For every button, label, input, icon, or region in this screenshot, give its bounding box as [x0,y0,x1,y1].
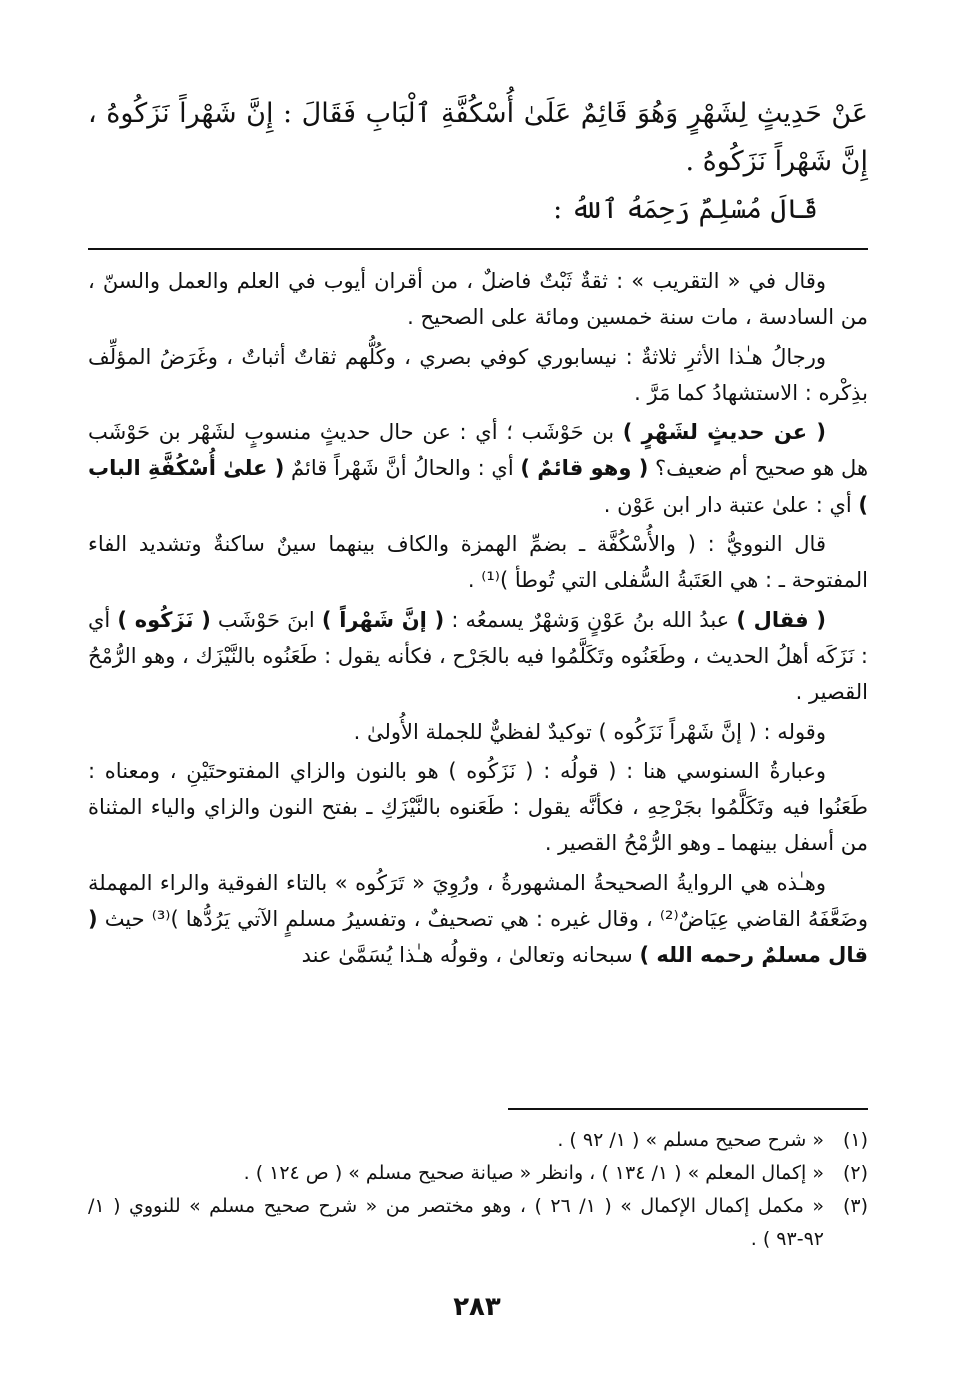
footnote [88,1190,868,1256]
quoted-phrase: ( إنَّ شَهْراً ) [321,607,445,632]
quoted-phrase: ( عن حديثٍ لشَهْرٍ ) [622,420,827,445]
footnote-divider [508,1108,868,1110]
page-number: ٢٨٣ [453,1292,501,1322]
section-divider [88,248,868,250]
commentary-paragraph: وقال في « التقريب » : ثقةٌ ثَبْتٌ فاضلٌ ، من أقران أيوب في العلم والعمل والسنّ ، من السادسة ، مات سنة خمسين ومائة على الصحيح . [88,269,868,330]
commentary-text: أي : والحالُ أنَّ شَهْراً قائمٌ [284,456,521,481]
footnote-number: (٣) [842,1195,868,1217]
footnote-text: « مكمل إكمال الإكمال » ( ١/ ٢٦ ) ، وهو مختصر من « شرح صحيح مسلم » للنووي ( ١/ ٩٢-٩٣ ) . [88,1195,825,1250]
footnotes [88,1124,868,1256]
commentary-paragraph: قال النوويُّ : ( والأُسْكُفَّة ـ بضمِّ الهمزة والكاف بينهما سينٌ ساكنةٌ وتشديد الفاء المفتوحة ـ : هي العَتَبةُ السُّفلى التي تُوطأ )⁽¹⁾ . [88,532,868,593]
hadith-line: قَالَ مُسْلِمٌ رَحِمَهُ ٱللهُ : [553,194,818,225]
footnote [88,1157,868,1190]
quoted-phrase: ( علىٰ أُسْكُفَّةِ الباب ) [88,456,868,517]
quoted-phrase: ( وهو قائمٌ ) [520,456,649,481]
footnote [88,1124,868,1157]
commentary-paragraph: وقوله : ( إنَّ شَهْراً نَزَكُوه ) توكيدٌ لفظيٌّ للجملة الأُولىٰ . [353,719,826,744]
commentary-text: أي : علىٰ عتبة دار ابن عَوْن . [603,492,859,517]
commentary-text: وهـٰذه هي الروايةُ الصحيحةُ المشهورةُ ، ورُوِيَ « تَرَكُوه » بالتاء الفوقية والراء المهملة وضَعَّفَهُ القاضي عِيَاضٌ⁽²⁾ ، وقال غيره : هي تصحيفٌ ، وتفسيرُ مسلمٍ الآتي يَرُدُّها )⁽³⁾ حيث [88,870,868,932]
footnote-number: (٢) [842,1162,868,1184]
footnote-text: « إكمال المعلم » ( ١/ ١٣٤ ) ، وانظر « صيانة صحيح مسلم » ( ص ١٢٤ ) . [243,1162,824,1184]
quoted-phrase: ( قال مسلمٌ رحمه الله ) [88,907,868,968]
commentary [88,263,868,977]
commentary-text: عبدُ الله بنُ عَوْنٍ وَشهْرٌ يسمعُه : [444,607,737,632]
hadith-line: عَنْ حَدِيثٍ لِشَهْرٍ وَهُوَ قَائِمٌ عَلَىٰ أُسْكُفَّةِ ٱلْبَابِ فَقَالَ : إِنَّ شَهْراً نَزَكُوهُ ، إِنَّ شَهْراً نَزَكُوهُ . [88,98,868,177]
commentary-paragraph: وعبارةُ السنوسي هنا : ( قولُه : ( نَزَكُوه ) هو بالنون والزاي المفتوحتَيْنِ ، ومعناه : طَعَنُوا فيه وتَكَلَّمُوا بجَرْحِهِ ، فكأنَّه يقول : طَعَنوه بالنَّيْزَكِ ـ بفتح النون والزاي والياء المثناة من أسفل بينهما ـ وهو الرُّمْحُ القصير . [88,758,868,856]
commentary-paragraph [88,865,868,974]
commentary-paragraph [88,602,868,711]
commentary-text: ابنَ حَوْشَب [210,607,322,632]
footnote-text: « شرح صحيح مسلم » ( ١/ ٩٢ ) . [557,1129,824,1151]
commentary-paragraph [88,414,868,523]
commentary-text: بن حَوْشَب ؛ أي : عن حال حديثٍ منسوبٍ لشَهْر بن حَوْشَب هل هو صحيح أم ضعيف؟ [88,420,869,481]
commentary-paragraph: ورجالُ هـٰذا الأثرِ ثلاثةٌ : نيسابوري كوفي بصري ، وكُلُّهم ثقاتٌ أثباتٌ ، وغَرَضُ المؤلِّف بذِكْره : الاستشهادُ كما مَرَّ . [88,344,868,405]
quoted-phrase: ( فقال ) [736,607,826,632]
quoted-phrase: ( نَزَكُوه ) [117,607,211,632]
commentary-text: سبحانه وتعالىٰ ، وقولُه هـٰذا يُسَمَّىٰ عند [301,943,640,968]
footnote-number: (١) [842,1129,868,1151]
hadith-text [88,90,868,234]
commentary-text: أي : نَزَكَه أهلُ الحديث ، وطَعَنُوه وتَكَلَّمُوا فيه بالجَرْح ، فكأنه يقول : طَعَنُوه بالنَّيْزَك ، وهو الرُّمْحُ القصير . [88,607,868,705]
